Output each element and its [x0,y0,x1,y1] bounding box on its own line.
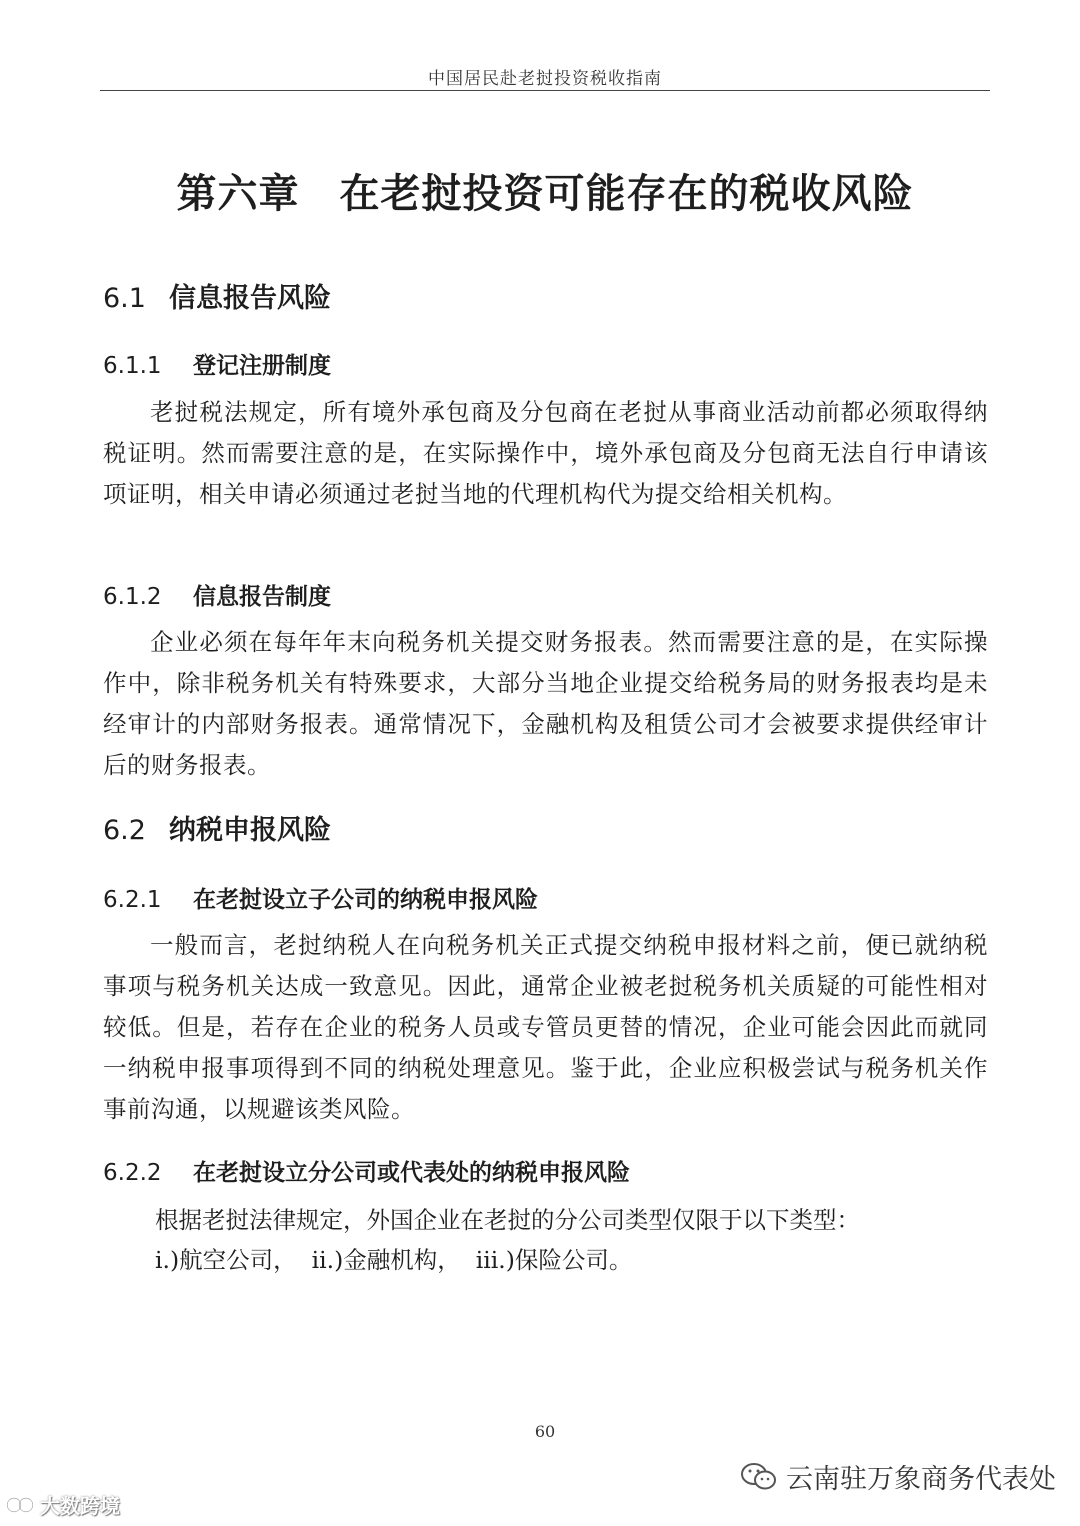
subsection-heading [103,347,331,380]
section-number: 6.1 [103,283,146,314]
page-number: 60 [534,1422,556,1441]
chapter-heading: 在老挝投资可能存在的税收风险 [339,171,914,217]
paragraph: 老挝税法规定，所有境外承包商及分包商在老挝从事商业活动前都必须取得纳税证明。然而需要注意的是，在实际操作中，境外承包商及分包商无法自行申请该项证明，相关申请必须通过老挝当地的代理机构代为提交给相关机构。 [103,398,988,508]
subsection-number: 6.1.2 [103,584,162,610]
chapter-title [0,162,1080,219]
section-heading [103,808,331,847]
logo-icon [6,1494,36,1516]
list-line: i.)航空公司， ii.)金融机构， iii.)保险公司。 [155,1246,633,1274]
subsection-title: 在老挝设立分公司或代表处的纳税申报风险 [193,1160,630,1186]
subsection-title: 在老挝设立子公司的纳税申报风险 [193,887,538,913]
subsection-number: 6.1.1 [103,353,162,379]
paragraph-line: 根据老挝法律规定，外国企业在老挝的分公司类型仅限于以下类型： [155,1206,860,1234]
wechat-icon [740,1461,778,1493]
watermark-right-text: 云南驻万象商务代表处 [786,1464,1056,1495]
watermark-left [6,1490,120,1519]
subsection-number: 6.2.2 [103,1160,162,1186]
subsection-title: 信息报告制度 [193,584,331,610]
chapter-number: 第六章 [176,171,300,217]
paragraph: 企业必须在每年年末向税务机关提交财务报表。然而需要注意的是，在实际操作中，除非税务机关有特殊要求，大部分当地企业提交给税务局的财务报表均是未经审计的内部财务报表。通常情况下，金融机构及租赁公司才会被要求提供经审计后的财务报表。 [103,628,988,779]
subsection-title: 登记注册制度 [193,353,331,379]
paragraph: 一般而言，老挝纳税人在向税务机关正式提交纳税申报材料之前，便已就纳税事项与税务机关达成一致意见。因此，通常企业被老挝税务机关质疑的可能性相对较低。但是，若存在企业的税务人员或专管员更替的情况，企业可能会因此而就同一纳税申报事项得到不同的纳税处理意见。鉴于此，企业应积极尝试与税务机关作事前沟通，以规避该类风险。 [103,931,988,1123]
section-heading [103,276,331,315]
subsection-number: 6.2.1 [103,887,162,913]
section-title: 信息报告风险 [169,283,331,314]
section-title: 纳税申报风险 [169,815,331,846]
subsection-heading [103,578,331,611]
header-divider [100,90,990,91]
running-header: 中国居民赴老挝投资税收指南 [428,69,662,89]
watermark-right [740,1457,1056,1496]
section-number: 6.2 [103,815,146,846]
subsection-heading [103,1154,630,1187]
watermark-left-text: 大数跨境 [40,1494,120,1518]
subsection-heading [103,881,538,914]
